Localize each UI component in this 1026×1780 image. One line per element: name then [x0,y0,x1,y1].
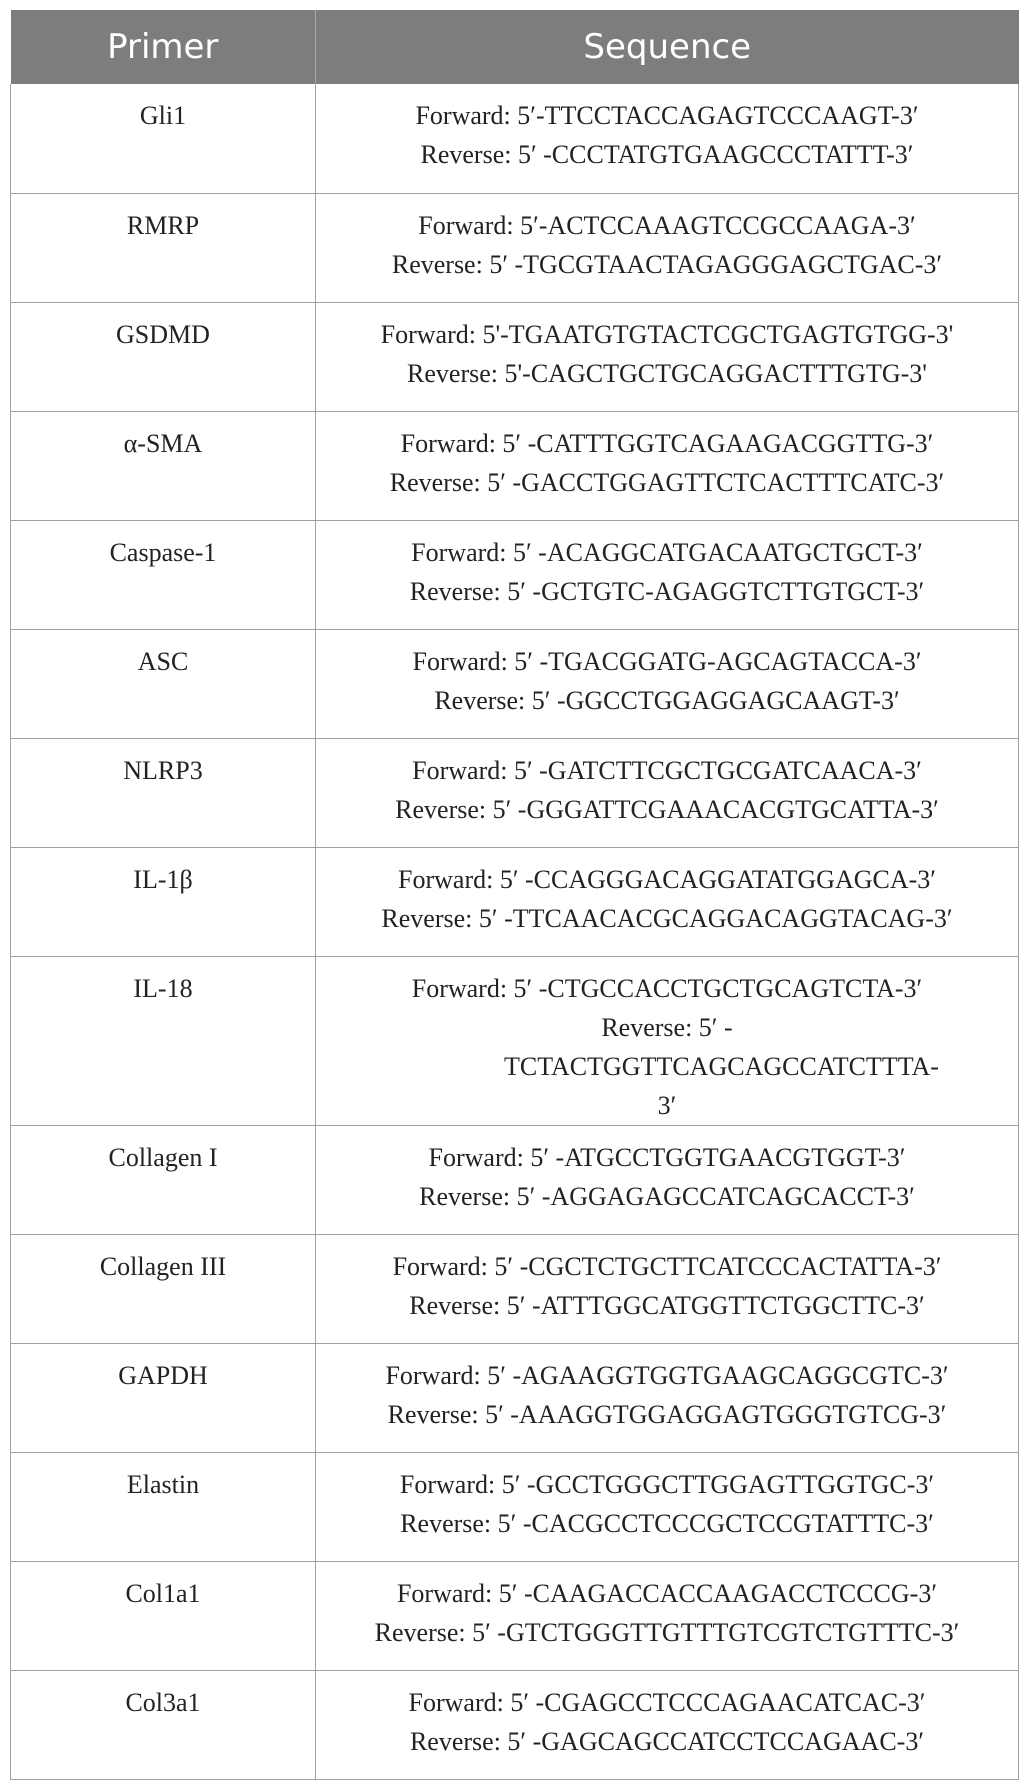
reverse-sequence: Reverse: 5′ -ATTTGGCATGGTTCTGGCTTC-3′ [409,1290,925,1320]
forward-sequence: Forward: 5′ -GATCTTCGCTGCGATCAACA-3′ [412,755,922,785]
primer-table [10,10,1019,1780]
sequence-cell [316,847,1019,956]
primer-name: GSDMD [11,302,316,411]
primer-name: α-SMA [11,411,316,520]
sequence-cell [316,1234,1019,1343]
primer-name: IL-18 [11,956,316,1125]
reverse-sequence: Reverse: 5′ -CCCTATGTGAAGCCCTATTT-3′ [420,140,914,169]
reverse-sequence: Reverse: 5′ -AGGAGAGCCATCAGCACCT-3′ [419,1181,915,1211]
sequence-cell [316,302,1019,411]
sequence-cell [316,411,1019,520]
forward-sequence: Forward: 5′ -ATGCCTGGTGAACGTGGT-3′ [428,1142,906,1172]
primer-name: Gli1 [11,84,316,193]
table-row [11,302,1019,411]
sequence-cell [316,1670,1019,1779]
sequence-cell [316,1343,1019,1452]
table-row [11,738,1019,847]
reverse-sequence: Reverse: 5'-CAGCTGCTGCAGGACTTTGTG-3' [407,358,927,388]
primer-name: ASC [11,629,316,738]
table-row [11,1343,1019,1452]
sequence-cell [316,738,1019,847]
sequence-cell [316,629,1019,738]
forward-sequence: Forward: 5′ -CATTTGGTCAGAAGACGGTTG-3′ [400,428,934,458]
sequence-cell [316,1561,1019,1670]
sequence-cell [316,520,1019,629]
reverse-sequence: Reverse: 5′ -CACGCCTCCCGCTCCGTATTTC-3′ [400,1508,934,1538]
primer-name: Col1a1 [11,1561,316,1670]
sequence-cell [316,84,1019,193]
primer-name: NLRP3 [11,738,316,847]
sequence-cell [316,1452,1019,1561]
reverse-sequence: Reverse: 5′ -GGGATTCGAAACACGTGCATTA-3′ [395,794,939,824]
table-row [11,956,1019,1125]
table-row [11,411,1019,520]
primer-name: RMRP [11,193,316,302]
table-row [11,193,1019,302]
reverse-sequence: Reverse: 5′ -GGCCTGGAGGAGCAAGT-3′ [434,685,900,715]
header-primer: Primer [11,10,316,84]
forward-sequence: Forward: 5′ -CGAGCCTCCCAGAACATCAC-3′ [408,1687,926,1717]
reverse-sequence: Reverse: 5′ -GCTGTC-AGAGGTCTTGTGCT-3′ [409,576,925,606]
forward-sequence: Forward: 5′ -CTGCCACCTGCTGCAGTCTA-3′ [411,973,923,1003]
primer-name: GAPDH [11,1343,316,1452]
header-sequence: Sequence [316,10,1019,84]
table-header [11,10,1019,84]
reverse-sequence: Reverse: 5′ -GTCTGGGTTGTTTGTCGTCTGTTTC-3′ [374,1617,960,1647]
table-row [11,1452,1019,1561]
reverse-sequence: Reverse: 5′ -TCTACTGGTTCAGCAGCCATCTTTA-3′ [504,1012,939,1120]
forward-sequence: Forward: 5′ -AGAAGGTGGTGAAGCAGGCGTC-3′ [385,1360,949,1390]
table-row [11,629,1019,738]
table-row [11,1234,1019,1343]
reverse-sequence: Reverse: 5′ -GAGCAGCCATCCTCCAGAAC-3′ [409,1726,925,1756]
table-row [11,1670,1019,1779]
table-row [11,847,1019,956]
reverse-sequence: Reverse: 5′ -TGCGTAACTAGAGGGAGCTGAC-3′ [391,249,943,279]
forward-sequence: Forward: 5′ -CCAGGGACAGGATATGGAGCA-3′ [398,864,936,894]
forward-sequence: Forward: 5′-ACTCCAAAGTCCGCCAAGA-3′ [418,210,916,240]
sequence-cell [316,1125,1019,1234]
reverse-sequence: Reverse: 5′ -TTCAACACGCAGGACAGGTACAG-3′ [381,903,953,933]
forward-sequence: Forward: 5′-TTCCTACCAGAGTCCCAAGT-3′ [415,101,919,130]
forward-sequence: Forward: 5'-TGAATGTGTACTCGCTGAGTGTGG-3' [380,319,954,349]
table-row [11,84,1019,193]
primer-name: Caspase-1 [11,520,316,629]
sequence-cell [316,956,1019,1125]
forward-sequence: Forward: 5′ -ACAGGCATGACAATGCTGCT-3′ [411,537,923,567]
primer-name: Col3a1 [11,1670,316,1779]
table-row [11,1125,1019,1234]
header-row [11,10,1019,84]
primer-name: IL-1β [11,847,316,956]
reverse-sequence: Reverse: 5′ -GACCTGGAGTTCTCACTTTCATC-3′ [389,467,945,497]
reverse-sequence: Reverse: 5′ -AAAGGTGGAGGAGTGGGTGTCG-3′ [387,1399,947,1429]
primer-table-container [10,10,1018,1780]
table-body [11,84,1019,1779]
forward-sequence: Forward: 5′ -CGCTCTGCTTCATCCCACTATTA-3′ [392,1251,942,1281]
sequence-cell [316,193,1019,302]
table-row [11,1561,1019,1670]
primer-name: Collagen III [11,1234,316,1343]
forward-sequence: Forward: 5′ -GCCTGGGCTTGGAGTTGGTGC-3′ [399,1469,935,1499]
primer-name: Collagen I [11,1125,316,1234]
forward-sequence: Forward: 5′ -CAAGACCACCAAGACCTCCCG-3′ [396,1578,938,1608]
forward-sequence: Forward: 5′ -TGACGGATG-AGCAGTACCA-3′ [412,646,922,676]
primer-name: Elastin [11,1452,316,1561]
table-row [11,520,1019,629]
